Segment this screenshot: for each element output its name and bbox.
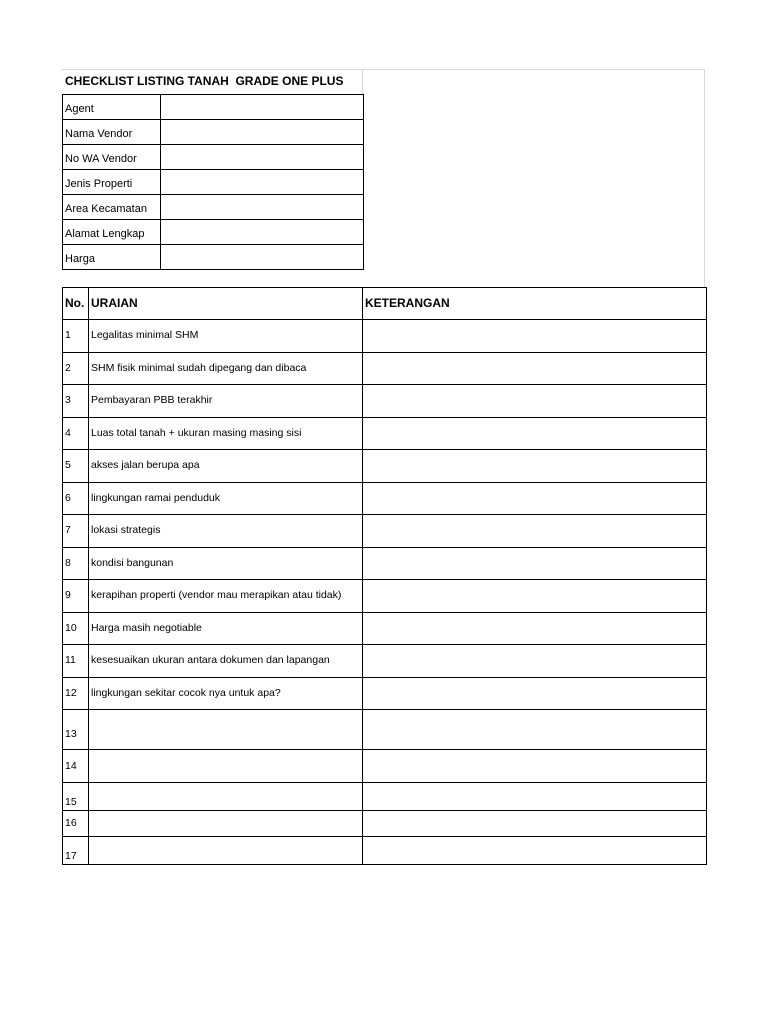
table-row [63,320,707,353]
info-label: Nama Vendor [63,120,161,145]
info-value-alamat-lengkap[interactable] [161,220,364,245]
table-row [63,482,707,515]
info-row-alamat-lengkap [63,220,364,245]
document-title: CHECKLIST LISTING TANAH GRADE ONE PLUS [65,74,344,88]
table-row [63,547,707,580]
row-uraian[interactable] [89,710,363,750]
table-row [63,645,707,678]
info-value-no-wa-vendor[interactable] [161,145,364,170]
row-number: 11 [63,645,89,678]
row-uraian[interactable] [89,783,363,811]
row-uraian: lokasi strategis [89,515,363,548]
row-keterangan[interactable] [363,320,707,353]
row-keterangan[interactable] [363,677,707,710]
row-keterangan[interactable] [363,417,707,450]
row-keterangan[interactable] [363,482,707,515]
row-keterangan[interactable] [363,515,707,548]
header-keterangan: KETERANGAN [363,288,707,320]
info-row-harga [63,245,364,270]
row-keterangan[interactable] [363,385,707,418]
row-keterangan[interactable] [363,783,707,811]
header-uraian: URAIAN [89,288,363,320]
info-value-harga[interactable] [161,245,364,270]
info-label: Area Kecamatan [63,195,161,220]
row-uraian: kesesuaikan ukuran antara dokumen dan lapangan [89,645,363,678]
info-label: Agent [63,95,161,120]
row-number: 12 [63,677,89,710]
info-row-nama-vendor [63,120,364,145]
table-row [63,750,707,783]
table-row [63,837,707,865]
row-keterangan[interactable] [363,837,707,865]
row-uraian: lingkungan sekitar cocok nya untuk apa? [89,677,363,710]
row-uraian: kondisi bangunan [89,547,363,580]
row-number: 1 [63,320,89,353]
row-uraian[interactable] [89,811,363,837]
row-number: 4 [63,417,89,450]
table-row [63,417,707,450]
info-row-no-wa-vendor [63,145,364,170]
header-no: No. [63,288,89,320]
table-row [63,677,707,710]
row-number: 8 [63,547,89,580]
info-row-area-kecamatan [63,195,364,220]
table-row [63,352,707,385]
row-keterangan[interactable] [363,352,707,385]
row-uraian: Pembayaran PBB terakhir [89,385,363,418]
row-keterangan[interactable] [363,645,707,678]
info-value-nama-vendor[interactable] [161,120,364,145]
table-row [63,385,707,418]
row-number: 14 [63,750,89,783]
row-uraian[interactable] [89,837,363,865]
checklist-table [62,287,707,865]
row-uraian[interactable] [89,750,363,783]
row-number: 17 [63,837,89,865]
info-label: Jenis Properti [63,170,161,195]
row-number: 5 [63,450,89,483]
table-row [63,783,707,811]
row-number: 7 [63,515,89,548]
row-number: 6 [63,482,89,515]
row-keterangan[interactable] [363,580,707,613]
row-keterangan[interactable] [363,450,707,483]
table-row [63,710,707,750]
checklist-header-row [63,288,707,320]
info-row-agent [63,95,364,120]
row-number: 15 [63,783,89,811]
row-number: 9 [63,580,89,613]
row-uraian: Harga masih negotiable [89,612,363,645]
row-keterangan[interactable] [363,750,707,783]
row-number: 16 [63,811,89,837]
title-divider [362,69,363,94]
vendor-info-table [62,94,364,270]
info-label: Alamat Lengkap [63,220,161,245]
table-row [63,580,707,613]
row-uraian: akses jalan berupa apa [89,450,363,483]
info-row-jenis-properti [63,170,364,195]
row-uraian: Legalitas minimal SHM [89,320,363,353]
row-keterangan[interactable] [363,547,707,580]
info-label: No WA Vendor [63,145,161,170]
row-uraian: Luas total tanah + ukuran masing masing sisi [89,417,363,450]
table-row [63,811,707,837]
row-keterangan[interactable] [363,612,707,645]
table-row [63,612,707,645]
info-label: Harga [63,245,161,270]
table-row [63,450,707,483]
row-uraian: kerapihan properti (vendor mau merapikan atau tidak) [89,580,363,613]
table-row [63,515,707,548]
row-uraian: lingkungan ramai penduduk [89,482,363,515]
row-number: 10 [63,612,89,645]
info-value-jenis-properti[interactable] [161,170,364,195]
row-number: 3 [63,385,89,418]
row-uraian: SHM fisik minimal sudah dipegang dan dibaca [89,352,363,385]
info-value-area-kecamatan[interactable] [161,195,364,220]
row-number: 2 [63,352,89,385]
info-value-agent[interactable] [161,95,364,120]
row-number: 13 [63,710,89,750]
row-keterangan[interactable] [363,710,707,750]
row-keterangan[interactable] [363,811,707,837]
